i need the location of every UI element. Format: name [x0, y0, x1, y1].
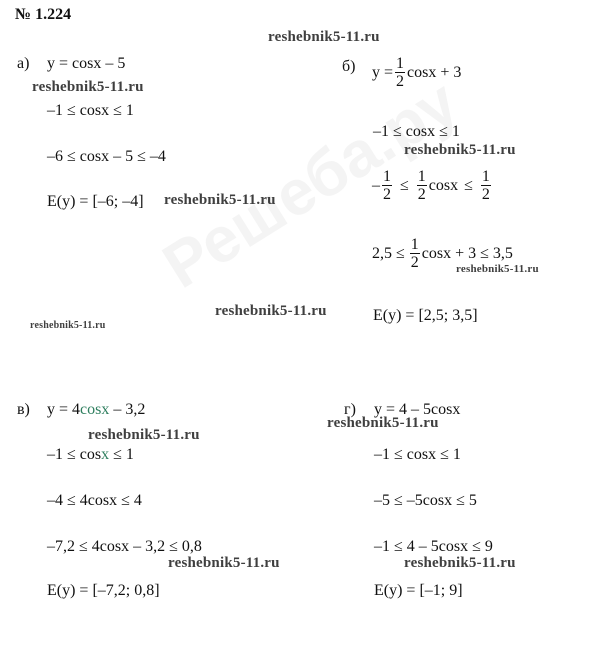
- problem-number: № 1.224: [15, 6, 72, 23]
- watermark: reshebnik5-11.ru: [456, 263, 539, 275]
- watermark: reshebnik5-11.ru: [32, 79, 144, 95]
- part-v-step3: –7,2 ≤ 4cosx – 3,2 ≤ 0,8: [47, 538, 202, 555]
- part-a-step2: –6 ≤ cosx – 5 ≤ –4: [47, 148, 166, 165]
- part-a-step1: –1 ≤ cosx ≤ 1: [47, 102, 134, 119]
- part-a-equation: y = cosx – 5: [47, 55, 126, 72]
- fraction-one-half: $\frac{1}{2}$: [417, 168, 426, 203]
- part-g-label: г): [344, 401, 356, 418]
- fraction-one-half: $\frac{1}{2}$: [410, 236, 419, 271]
- part-g-equation: y = 4 – 5cosx: [374, 401, 461, 418]
- watermark: reshebnik5-11.ru: [268, 29, 380, 45]
- part-g-step1: –1 ≤ cosx ≤ 1: [374, 446, 461, 463]
- part-g-step2: –5 ≤ –5cosx ≤ 5: [374, 492, 477, 509]
- watermark: reshebnik5-11.ru: [404, 555, 516, 571]
- part-g-answer: E(y) = [–1; 9]: [374, 582, 463, 599]
- part-b-step2: – $\frac{1}{2}$ ≤ $\frac{1}{2}$ cosx ≤ $\frac{1}{2}$: [372, 168, 490, 203]
- part-v-answer: E(y) = [–7,2; 0,8]: [47, 582, 160, 599]
- watermark: reshebnik5-11.ru: [404, 142, 516, 158]
- part-g-step3: –1 ≤ 4 – 5cosx ≤ 9: [374, 538, 493, 555]
- part-b-answer: E(y) = [2,5; 3,5]: [373, 307, 478, 324]
- part-a-label: а): [17, 55, 30, 72]
- part-v-step2: –4 ≤ 4cosx ≤ 4: [47, 492, 142, 509]
- watermark: reshebnik5-11.ru: [327, 415, 439, 431]
- part-b-equation: y = $\frac{1}{2}$ cosx + 3: [372, 55, 462, 90]
- part-v-equation: y = 4cosx – 3,2: [47, 401, 146, 418]
- part-b-step1: –1 ≤ cosx ≤ 1: [373, 123, 460, 140]
- part-b-label: б): [342, 58, 356, 75]
- part-a-answer: E(y) = [–6; –4]: [47, 193, 144, 210]
- fraction-one-half: $\frac{1}{2}$: [481, 168, 490, 203]
- watermark: reshebnik5-11.ru: [215, 303, 327, 319]
- watermark: reshebnik5-11.ru: [164, 192, 276, 208]
- part-v-step1: –1 ≤ cosx ≤ 1: [47, 446, 134, 463]
- fraction-one-half: $\frac{1}{2}$: [383, 168, 391, 203]
- part-b-step3: 2,5 ≤ $\frac{1}{2}$ cosx + 3 ≤ 3,5: [372, 236, 513, 271]
- watermark: reshebnik5-11.ru: [168, 555, 280, 571]
- fraction-one-half: $\frac{1}{2}$: [396, 55, 405, 90]
- watermark: reshebnik5-11.ru: [88, 427, 200, 443]
- watermark: reshebnik5-11.ru: [30, 320, 106, 331]
- part-v-label: в): [17, 401, 30, 418]
